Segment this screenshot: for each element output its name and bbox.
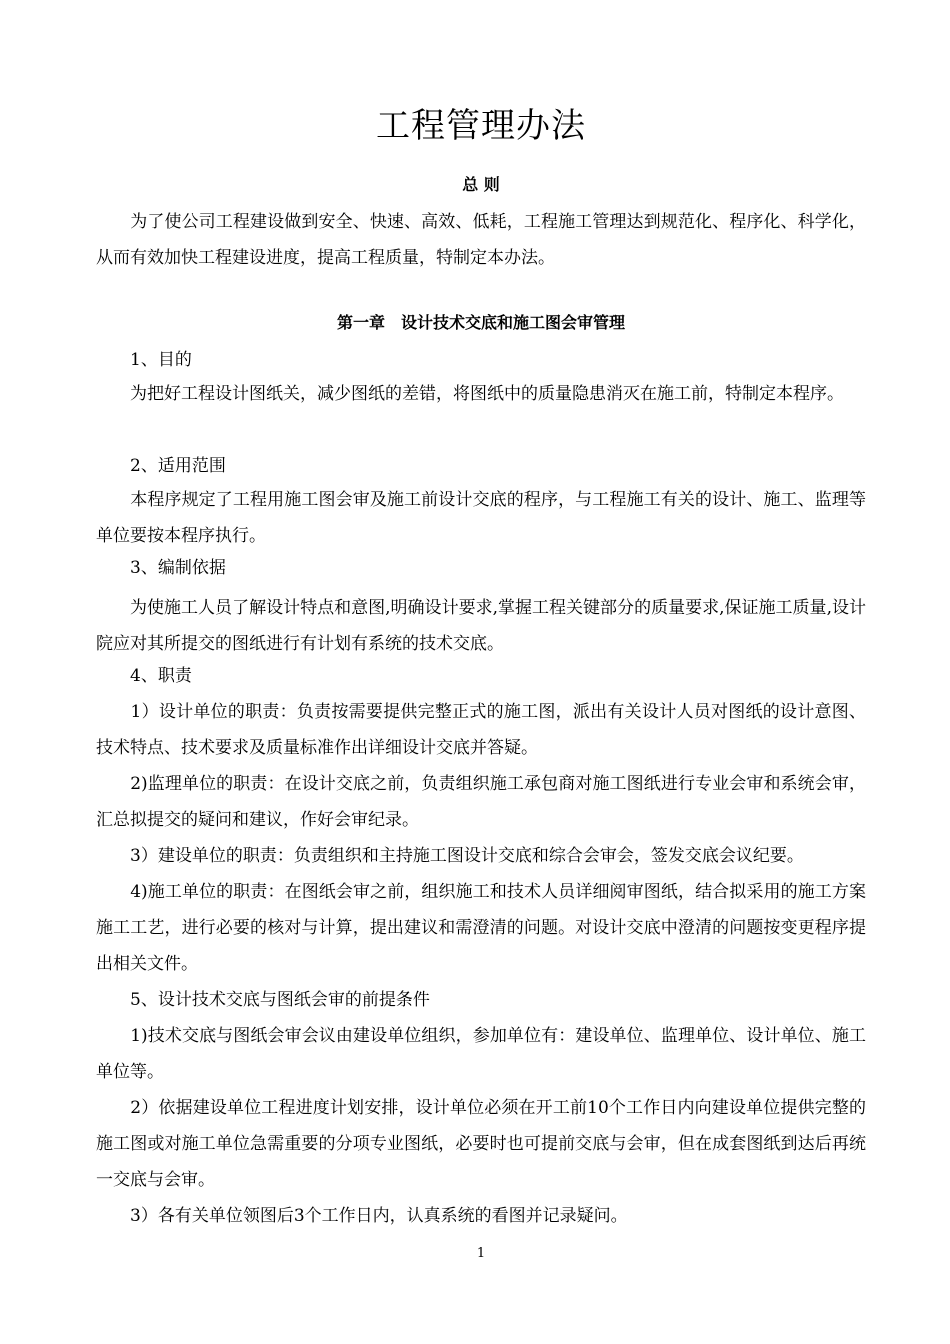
section-5-paragraph-3: 3）各有关单位领图后3个工作日内，认真系统的看图并记录疑问。 <box>96 1206 628 1226</box>
section-3-paragraph: 为使施工人员了解设计特点和意图,明确设计要求,掌握工程关键部分的质量要求,保证施工质量,设计院应对其所提交的图纸进行有计划有系统的技术交底。 <box>96 598 866 654</box>
general-paragraph: 为了使公司工程建设做到安全、快速、高效、低耗，工程施工管理达到规范化、程序化、科学化，从而有效加快工程建设进度，提高工程质量，特制定本办法。 <box>96 212 866 268</box>
section-3-heading: 3、编制依据 <box>96 558 226 578</box>
section-2-heading: 2、适用范围 <box>96 456 226 476</box>
section-4-paragraph-2: 2)监理单位的职责：在设计交底之前，负责组织施工承包商对施工图纸进行专业会审和系统会审，汇总拟提交的疑问和建议，作好会审纪录。 <box>96 774 866 830</box>
page-number: 1 <box>476 1246 486 1261</box>
section-1-paragraph: 为把好工程设计图纸关，减少图纸的差错，将图纸中的质量隐患消灭在施工前，特制定本程序。 <box>96 384 844 404</box>
section-5-paragraph-1: 1)技术交底与图纸会审会议由建设单位组织，参加单位有：建设单位、监理单位、设计单位、施工单位等。 <box>96 1026 866 1082</box>
general-heading: 总 则 <box>462 175 500 194</box>
section-1-heading: 1、目的 <box>96 350 192 370</box>
section-4-heading: 4、职责 <box>96 666 192 686</box>
section-5-heading: 5、设计技术交底与图纸会审的前提条件 <box>96 990 430 1010</box>
section-4-paragraph-1: 1）设计单位的职责：负责按需要提供完整正式的施工图，派出有关设计人员对图纸的设计意图、技术特点、技术要求及质量标准作出详细设计交底并答疑。 <box>96 702 866 758</box>
section-4-paragraph-3: 3）建设单位的职责：负责组织和主持施工图设计交底和综合会审会，签发交底会议纪要。 <box>96 846 804 866</box>
section-2-paragraph: 本程序规定了工程用施工图会审及施工前设计交底的程序，与工程施工有关的设计、施工、监理等单位要按本程序执行。 <box>96 490 866 546</box>
section-5-paragraph-2: 2）依据建设单位工程进度计划安排，设计单位必须在开工前10个工作日内向建设单位提供完整的施工图或对施工单位急需重要的分项专业图纸，必要时也可提前交底与会审，但在成套图纸到达后再统一交底与会审。 <box>96 1098 866 1190</box>
document-page <box>96 0 866 1344</box>
section-4-paragraph-4: 4)施工单位的职责：在图纸会审之前，组织施工和技术人员详细阅审图纸，结合拟采用的施工方案施工工艺，进行必要的核对与计算，提出建议和需澄清的问题。对设计交底中澄清的问题按变更程序提出相关文件。 <box>96 882 866 974</box>
chapter-1-heading: 第一章 设计技术交底和施工图会审管理 <box>336 313 625 332</box>
document-title: 工程管理办法 <box>376 106 586 146</box>
